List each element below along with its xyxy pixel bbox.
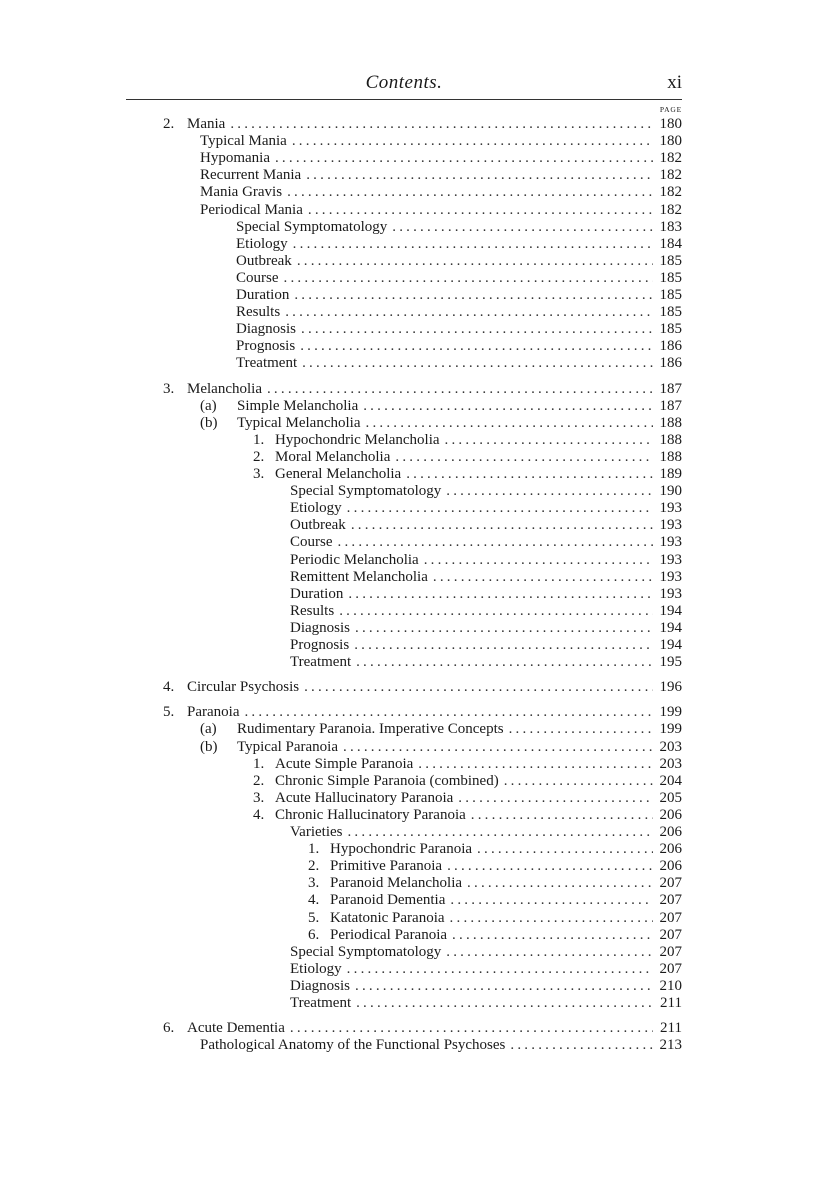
toc-entry-title: Acute Simple Paranoia — [275, 755, 414, 772]
dot-leader — [292, 133, 653, 150]
toc-entry-number: 2. — [163, 116, 175, 132]
toc-entry-title: Remittent Melancholia — [290, 568, 428, 585]
toc-entry — [290, 654, 682, 671]
dot-leader — [348, 586, 653, 603]
toc-entry-page: 187 — [659, 397, 682, 414]
toc-entry-page: 186 — [659, 338, 682, 355]
toc-entry-title: Typical Mania — [200, 133, 287, 150]
toc-entry-page: 190 — [659, 483, 682, 500]
running-title: Contents. — [365, 72, 443, 93]
toc-entry-page: 188 — [659, 431, 682, 448]
toc-entry — [163, 679, 682, 696]
toc-entry-page: 185 — [659, 304, 682, 321]
toc-entry-number: 5. — [163, 704, 175, 721]
toc-entry-title: Prognosis — [290, 637, 350, 653]
toc-entry-title: Chronic Simple Paranoia (combined) — [275, 772, 499, 789]
toc-entry-page: 211 — [660, 995, 682, 1011]
toc-entry — [200, 150, 682, 167]
toc-entry-number: 2. — [308, 858, 320, 875]
toc-entry — [236, 219, 682, 236]
toc-entry-title: Special Symptomatology — [236, 218, 388, 235]
toc-entry — [163, 116, 682, 133]
toc-entry-page: 182 — [659, 167, 682, 184]
toc-entry — [290, 603, 682, 620]
toc-entry-title: Hypochondric Paranoia — [330, 841, 473, 858]
dot-leader — [395, 449, 653, 466]
toc-entry — [163, 704, 682, 721]
dot-leader — [290, 1020, 653, 1037]
toc-entry — [236, 355, 682, 372]
toc-entry — [200, 739, 682, 756]
toc-entry-page: 183 — [659, 218, 682, 235]
dot-leader — [424, 552, 653, 569]
toc-entry-page: 194 — [659, 602, 682, 619]
dot-leader — [351, 517, 653, 534]
toc-entry-number: 6. — [308, 926, 320, 943]
toc-entry-number: 5. — [308, 909, 320, 926]
toc-entry — [308, 910, 682, 927]
toc-entry-page: 193 — [659, 551, 682, 568]
toc-entry — [290, 586, 682, 603]
dot-leader — [347, 500, 653, 517]
toc-entry — [290, 961, 682, 978]
toc-entry-page: 185 — [659, 287, 682, 303]
toc-entry — [290, 944, 682, 961]
toc-entry-title: Outbreak — [290, 517, 346, 534]
dot-leader — [477, 841, 653, 858]
toc-entry-title: Etiology — [290, 960, 342, 977]
toc-entry-page: 189 — [659, 466, 682, 482]
toc-entry-title: Rudimentary Paranoia. Imperative Concepts — [237, 721, 504, 738]
dot-leader — [450, 910, 653, 927]
dot-leader — [504, 773, 653, 790]
toc-entry-page: 206 — [659, 841, 682, 858]
toc-entry-page: 206 — [659, 824, 682, 840]
toc-entry-number: (b) — [200, 738, 218, 755]
toc-entry-number: (a) — [200, 721, 217, 738]
toc-entry-page: 185 — [659, 252, 682, 269]
toc-entry-number: 6. — [163, 1020, 175, 1037]
toc-entry-number: 1. — [253, 755, 265, 772]
toc-entry — [200, 184, 682, 201]
toc-entry-page: 193 — [659, 585, 682, 602]
dot-leader — [355, 978, 653, 995]
toc-entry — [236, 304, 682, 321]
toc-entry — [236, 236, 682, 253]
toc-entry-page: 210 — [659, 977, 682, 994]
dot-leader — [267, 381, 653, 398]
dot-leader — [406, 466, 653, 483]
toc-entry-page: 182 — [659, 184, 682, 201]
toc-entry-page: 180 — [659, 133, 682, 150]
toc-entry — [290, 552, 682, 569]
dot-leader — [450, 892, 653, 909]
toc-entry-title: Paranoid Melancholia — [330, 875, 463, 892]
toc-entry-title: Diagnosis — [290, 977, 350, 994]
toc-entry-number: 2. — [253, 772, 265, 789]
dot-leader — [447, 858, 653, 875]
toc-entry — [253, 773, 682, 790]
dot-leader — [509, 721, 653, 738]
toc-entry-page: 207 — [659, 926, 682, 943]
toc-entry-title: Course — [236, 269, 279, 286]
dot-leader — [467, 875, 653, 892]
dot-leader — [293, 236, 653, 253]
toc-entry — [290, 500, 682, 517]
toc-entry-number: 3. — [253, 789, 265, 806]
toc-entry — [253, 807, 682, 824]
dot-leader — [354, 637, 653, 654]
dot-leader — [366, 415, 654, 432]
toc-entry — [200, 415, 682, 432]
dot-leader — [418, 756, 653, 773]
header-rule — [126, 99, 682, 100]
toc-entry-page: 207 — [659, 960, 682, 977]
toc-entry-page: 182 — [659, 201, 682, 218]
toc-entry-title: Primitive Paranoia — [330, 858, 443, 875]
running-header — [126, 72, 682, 98]
dot-leader — [452, 927, 653, 944]
toc-entry — [290, 978, 682, 995]
toc-entry-title: Results — [236, 304, 281, 321]
toc-entry-page: 194 — [659, 637, 682, 653]
toc-entry-page: 207 — [659, 875, 682, 892]
toc-entry-page: 185 — [659, 269, 682, 286]
dot-leader — [510, 1037, 653, 1054]
toc-entry-title: Diagnosis — [236, 321, 296, 338]
toc-entry — [200, 1037, 682, 1054]
toc-entry-number: 2. — [253, 448, 265, 465]
toc-entry-title: Katatonic Paranoia — [330, 909, 445, 926]
dot-leader — [356, 654, 653, 671]
toc-entry-title: Pathological Anatomy of the Functional Psychoses — [200, 1037, 506, 1054]
toc-entry-title: Special Symptomatology — [290, 483, 442, 500]
dot-leader — [287, 184, 653, 201]
toc-entry-title: Duration — [236, 287, 290, 303]
toc-entry-number: 4. — [163, 679, 175, 696]
toc-entry — [290, 824, 682, 841]
toc-entry-page: 194 — [659, 619, 682, 636]
toc-entry-page: 203 — [659, 755, 682, 772]
toc-entry-number: 1. — [253, 431, 265, 448]
dot-leader — [392, 219, 653, 236]
dot-leader — [347, 961, 653, 978]
toc-entry-page: 199 — [659, 721, 682, 738]
toc-entry-title: Treatment — [236, 355, 298, 372]
toc-entry-title: Varieties — [290, 824, 343, 840]
toc-entry — [290, 569, 682, 586]
toc-entry-title: Hypochondric Melancholia — [275, 431, 440, 448]
dot-leader — [355, 620, 653, 637]
toc-entry — [200, 133, 682, 150]
toc-entry — [290, 483, 682, 500]
toc-entry-title: Paranoid Dementia — [330, 892, 446, 909]
dot-leader — [300, 338, 653, 355]
dot-leader — [343, 739, 653, 756]
dot-leader — [347, 824, 653, 841]
toc-entry-title: Typical Melancholia — [237, 414, 361, 431]
toc-entry — [200, 721, 682, 738]
toc-entry-page: 207 — [659, 892, 682, 909]
dot-leader — [297, 253, 653, 270]
toc-entry — [200, 398, 682, 415]
toc-entry-page: 193 — [659, 534, 682, 551]
toc-entry-page: 195 — [659, 654, 682, 671]
page-number: xi — [667, 72, 682, 93]
dot-leader — [244, 704, 653, 721]
toc-entry — [253, 466, 682, 483]
toc-entry — [253, 756, 682, 773]
toc-entry — [163, 1020, 682, 1037]
toc-entry-page: 196 — [659, 679, 682, 696]
toc-entry-title: Simple Melancholia — [237, 397, 359, 414]
toc-entry-number: 3. — [163, 380, 175, 397]
toc-entry — [290, 517, 682, 534]
toc-entry-page: 204 — [659, 772, 682, 789]
toc-entry-title: Course — [290, 534, 333, 551]
toc-entry — [308, 927, 682, 944]
dot-leader — [306, 167, 653, 184]
dot-leader — [275, 150, 653, 167]
toc-entry-title: Mania — [187, 116, 226, 132]
toc-entry — [163, 381, 682, 398]
toc-entry-page: 188 — [659, 414, 682, 431]
toc-entry — [308, 892, 682, 909]
toc-entry-page: 187 — [659, 380, 682, 397]
toc-entry — [200, 167, 682, 184]
dot-leader — [458, 790, 653, 807]
toc-entry-number: (b) — [200, 414, 218, 431]
toc-entry-page: 185 — [659, 321, 682, 338]
toc-entry-number: 3. — [308, 875, 320, 892]
dot-leader — [445, 432, 653, 449]
toc-entry-title: Acute Hallucinatory Paranoia — [275, 789, 454, 806]
toc-entry-page: 206 — [659, 806, 682, 823]
toc-entry-page: 184 — [659, 235, 682, 252]
dot-leader — [308, 202, 653, 219]
toc-entry-title: Melancholia — [187, 380, 262, 397]
toc-entry-title: Treatment — [290, 654, 352, 671]
toc-entry-number: (a) — [200, 397, 217, 414]
toc-entry-page: 199 — [659, 704, 682, 721]
toc-entry-title: Prognosis — [236, 338, 296, 355]
toc-entry-page: 205 — [659, 789, 682, 806]
dot-leader — [446, 483, 653, 500]
dot-leader — [285, 304, 653, 321]
dot-leader — [294, 287, 653, 304]
toc-entry-page: 207 — [659, 909, 682, 926]
toc-entry — [253, 790, 682, 807]
toc-entry-title: Circular Psychosis — [187, 679, 300, 696]
toc-entry-title: Diagnosis — [290, 619, 350, 636]
dot-leader — [339, 603, 653, 620]
toc-entry-title: Hypomania — [200, 150, 270, 167]
toc-entry — [236, 321, 682, 338]
dot-leader — [433, 569, 653, 586]
toc-entry-number: 1. — [308, 841, 320, 858]
toc-entry — [236, 338, 682, 355]
dot-leader — [363, 398, 653, 415]
toc-entry-title: General Melancholia — [275, 466, 402, 482]
toc-entry-number: 4. — [308, 892, 320, 909]
toc-entry-page: 211 — [660, 1020, 682, 1037]
toc-entry-title: Mania Gravis — [200, 184, 283, 201]
toc-entry-title: Acute Dementia — [187, 1020, 285, 1037]
toc-entry — [308, 858, 682, 875]
dot-leader — [284, 270, 654, 287]
toc-entry-title: Etiology — [236, 235, 288, 252]
toc-entry-number: 3. — [253, 466, 265, 482]
toc-entry — [236, 287, 682, 304]
dot-leader — [356, 995, 653, 1012]
toc-entry-page: 180 — [659, 116, 682, 132]
toc-entry — [308, 841, 682, 858]
toc-entry-title: Results — [290, 602, 335, 619]
dot-leader — [302, 355, 653, 372]
toc-entry — [290, 995, 682, 1012]
toc-entry — [308, 875, 682, 892]
toc-entry-page: 186 — [659, 355, 682, 372]
toc-entry-page: 193 — [659, 500, 682, 517]
toc-entry — [200, 202, 682, 219]
toc-entry-title: Duration — [290, 585, 344, 602]
toc-entry-title: Paranoia — [187, 704, 240, 721]
toc-entry-page: 213 — [659, 1037, 682, 1054]
toc-entry-title: Chronic Hallucinatory Paranoia — [275, 806, 466, 823]
toc-entry-title: Periodic Melancholia — [290, 551, 419, 568]
dot-leader — [304, 679, 653, 696]
toc-entry-page: 193 — [659, 517, 682, 534]
toc-entry-title: Typical Paranoia — [237, 738, 338, 755]
toc-entry-page: 182 — [659, 150, 682, 167]
page-column-label: PAGE — [659, 105, 682, 114]
toc-entry-number: 4. — [253, 806, 265, 823]
toc-entry-title: Etiology — [290, 500, 342, 517]
toc-entry — [290, 620, 682, 637]
toc-entry-page: 193 — [659, 568, 682, 585]
toc-entry-title: Periodical Mania — [200, 201, 303, 218]
toc-entry-page: 207 — [659, 943, 682, 960]
toc-entry-page: 203 — [659, 738, 682, 755]
toc-entry-title: Treatment — [290, 995, 352, 1011]
toc-entry-title: Periodical Paranoia — [330, 926, 448, 943]
toc-entry — [253, 449, 682, 466]
toc-entry — [253, 432, 682, 449]
toc-entry-title: Recurrent Mania — [200, 167, 302, 184]
toc-entry-page: 188 — [659, 448, 682, 465]
dot-leader — [446, 944, 653, 961]
toc-entry — [236, 270, 682, 287]
toc-entry — [290, 534, 682, 551]
toc-entry — [290, 637, 682, 654]
dot-leader — [230, 116, 653, 133]
toc-entry-page: 206 — [659, 858, 682, 875]
dot-leader — [338, 534, 654, 551]
toc-entry-title: Outbreak — [236, 252, 292, 269]
toc-entry — [236, 253, 682, 270]
dot-leader — [301, 321, 653, 338]
toc-entry-title: Special Symptomatology — [290, 943, 442, 960]
dot-leader — [471, 807, 653, 824]
toc-entry-title: Moral Melancholia — [275, 448, 391, 465]
